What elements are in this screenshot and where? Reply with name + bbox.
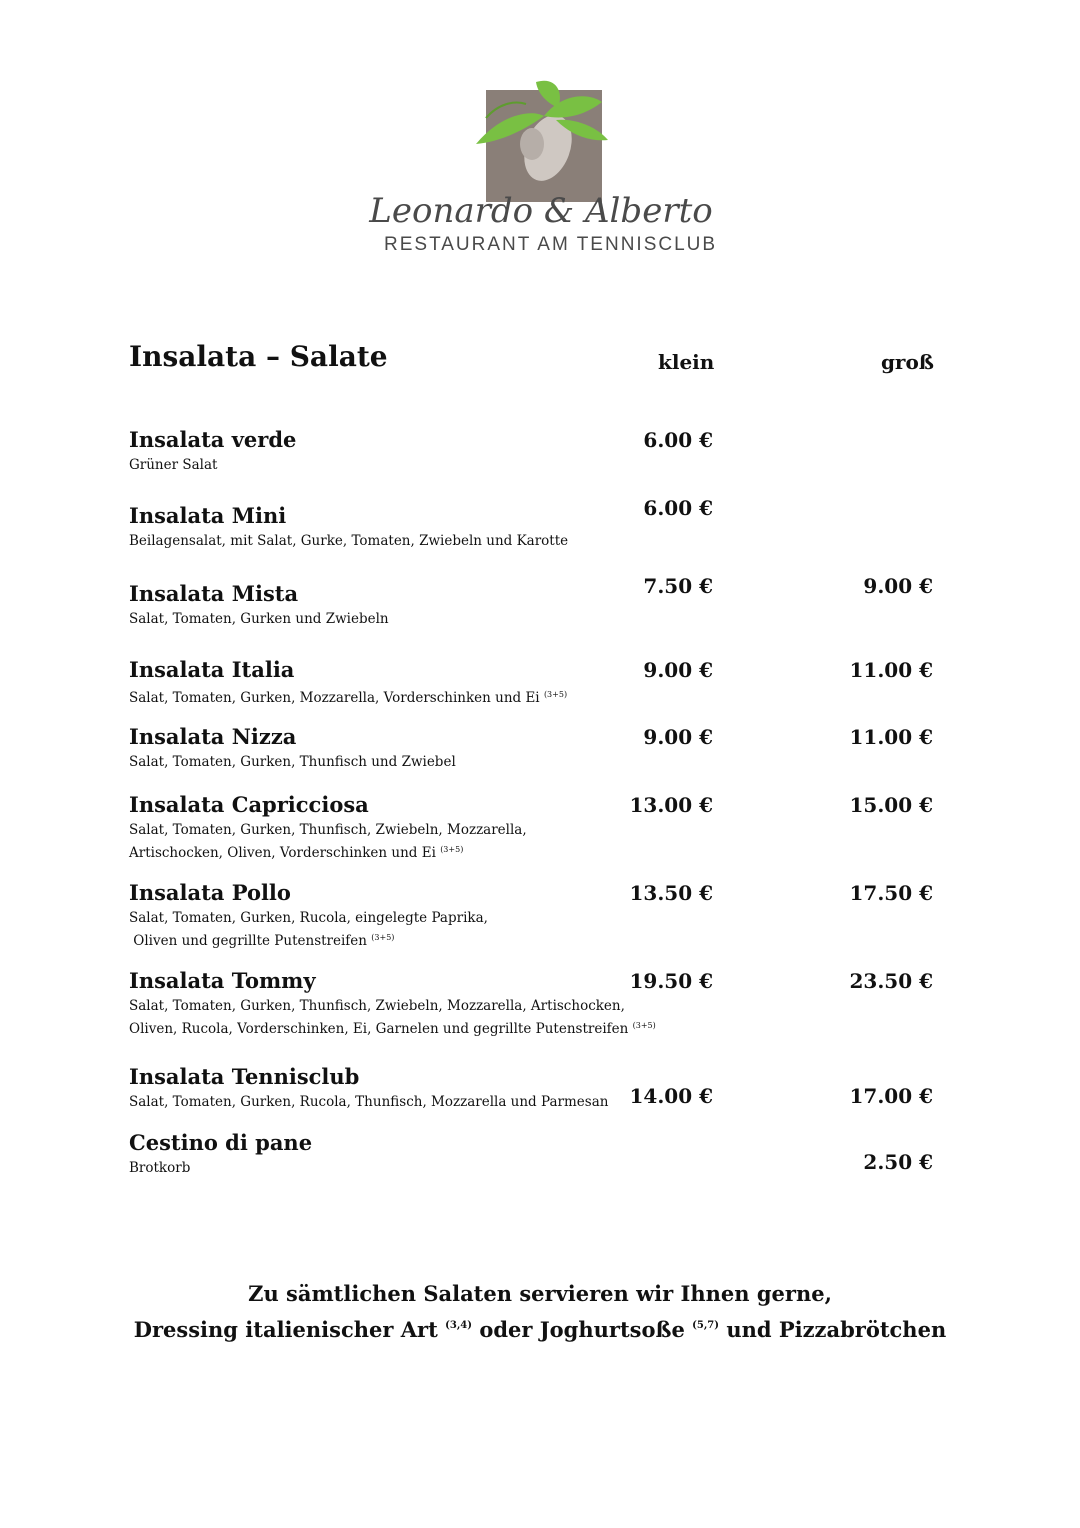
- allergen-note: (3+5): [440, 845, 464, 854]
- item-price-small: 9.00 €: [643, 725, 713, 749]
- item-price-large: 23.50 €: [849, 969, 933, 993]
- item-name: Insalata Tommy: [129, 968, 316, 993]
- item-name: Insalata Mini: [129, 503, 287, 528]
- menu-item: [129, 574, 949, 629]
- item-price-large: 9.00 €: [863, 574, 933, 598]
- item-price-small: 13.00 €: [629, 793, 713, 817]
- menu-item: [129, 657, 949, 708]
- menu-item: [129, 1064, 949, 1112]
- item-description: Brotkorb: [129, 1160, 191, 1176]
- item-price-small: 9.00 €: [643, 658, 713, 682]
- item-description: Salat, Tomaten, Gurken, Thunfisch und Zwiebel: [129, 754, 456, 770]
- item-name: Insalata verde: [129, 427, 297, 452]
- allergen-note: (3+5): [371, 933, 395, 942]
- menu-item: [129, 968, 949, 1039]
- item-name: Insalata Mista: [129, 581, 299, 606]
- item-description: Grüner Salat: [129, 457, 218, 473]
- menu-item: [129, 496, 949, 551]
- item-price-large: 11.00 €: [849, 658, 933, 682]
- item-description: Salat, Tomaten, Gurken und Zwiebeln: [129, 611, 389, 627]
- item-description: Salat, Tomaten, Gurken, Mozzarella, Vorderschinken und Ei $^{(3+5)}$: [129, 690, 568, 706]
- page-title: Insalata – Salate: [129, 340, 388, 373]
- logo-graphic: [326, 74, 756, 234]
- item-price-large: 15.00 €: [849, 793, 933, 817]
- item-name: Insalata Pollo: [129, 880, 291, 905]
- menu-item: [129, 724, 949, 772]
- item-name: Cestino di pane: [129, 1130, 313, 1155]
- item-name: Insalata Italia: [129, 657, 295, 682]
- footer-line-2: Dressing italienischer Art $^{(3,4)}$ oder Joghurtsoße $^{(5,7)}$ und Pizzabrötchen: [133, 1317, 947, 1342]
- menu-item: [129, 1130, 949, 1178]
- item-price-large: 11.00 €: [849, 725, 933, 749]
- menu-item: [129, 792, 949, 863]
- item-price-small: 13.50 €: [629, 881, 713, 905]
- item-description: Beilagensalat, mit Salat, Gurke, Tomaten, Zwiebeln und Karotte: [129, 533, 569, 549]
- footer-line-1: Zu sämtlichen Salaten servieren wir Ihnen gerne,: [248, 1281, 832, 1306]
- menu-item: [129, 427, 949, 475]
- allergen-note: (3+5): [543, 690, 568, 699]
- column-header-large: groß: [880, 350, 934, 374]
- column-header-small: klein: [658, 350, 715, 374]
- allergen-note: (3+5): [632, 1021, 656, 1030]
- item-price-large: 17.50 €: [849, 881, 933, 905]
- item-name: Insalata Capricciosa: [129, 792, 369, 817]
- item-description: Salat, Tomaten, Gurken, Thunfisch, Zwiebeln, Mozzarella, Artischocken, Oliven, Vorderschinken und Ei $^{(3+5)}$: [129, 822, 527, 861]
- logo-script: Leonardo & Alberto: [369, 191, 713, 231]
- footer-note: [0, 1278, 1080, 1346]
- item-name: Insalata Tennisclub: [129, 1064, 360, 1089]
- item-description: Salat, Tomaten, Gurken, Rucola, Thunfisch, Mozzarella und Parmesan: [129, 1094, 609, 1110]
- restaurant-logo: [326, 74, 756, 254]
- item-description: Salat, Tomaten, Gurken, Thunfisch, Zwiebeln, Mozzarella, Artischocken, Oliven, Rucola, Vorderschinken, Ei, Garnelen und gegrillte Putenstreifen $^{(3+5)}$: [129, 998, 656, 1037]
- allergen-note: (3,4): [445, 1320, 472, 1331]
- item-name: Insalata Nizza: [129, 724, 297, 749]
- menu-item: [129, 880, 949, 951]
- logo-tagline: RESTAURANT AM TENNISCLUB: [384, 234, 718, 255]
- item-price-large: 17.00 €: [849, 1084, 933, 1108]
- allergen-note: (5,7): [692, 1320, 719, 1331]
- item-description: Salat, Tomaten, Gurken, Rucola, eingelegte Paprika, Oliven und gegrillte Putenstreifen $^{(3+5)}$: [129, 910, 488, 949]
- item-price-small: 19.50 €: [629, 969, 713, 993]
- item-price-small: 7.50 €: [643, 574, 713, 598]
- item-price-small: 14.00 €: [629, 1084, 713, 1108]
- item-price-large: 2.50 €: [863, 1150, 933, 1174]
- item-price-small: 6.00 €: [643, 428, 713, 452]
- item-price-small: 6.00 €: [643, 496, 713, 520]
